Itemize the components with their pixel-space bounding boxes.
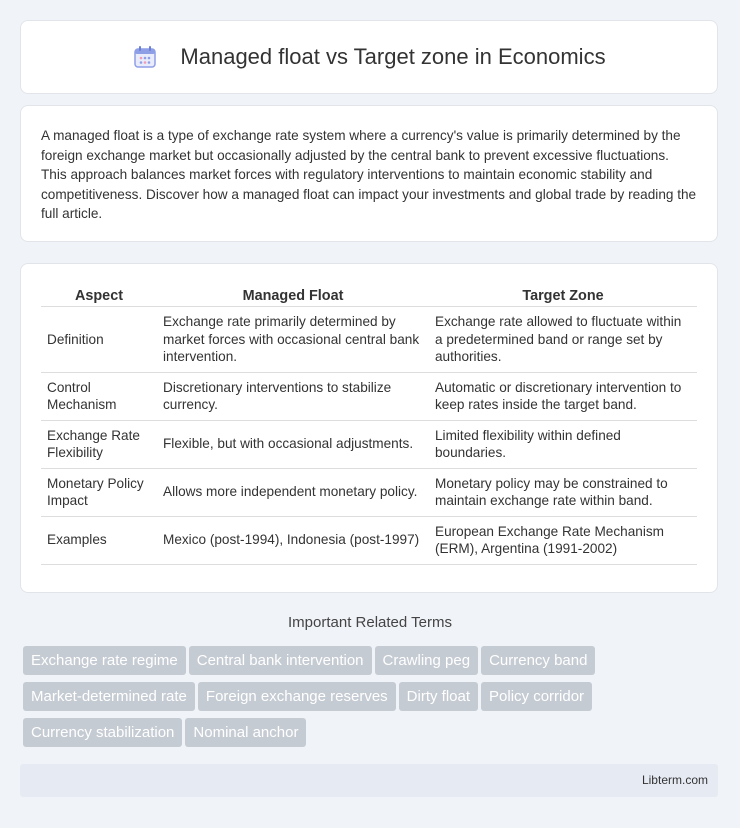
intro-text: A managed float is a type of exchange rate system where a currency's value is primarily determined by the foreign exchange market but occasionally adjusted by the central bank to prevent excessive fluctuations. This approach balances market forces with regulatory interventions to maintain economic stability and competitiveness. Discover how a managed float can impact your investments and global trade by reading the full article.: [41, 128, 697, 221]
related-term-tag[interactable]: Exchange rate regime: [23, 646, 186, 675]
calendar-icon: [132, 44, 158, 70]
related-term-tag[interactable]: Nominal anchor: [185, 718, 306, 747]
row-aspect: Examples: [41, 516, 157, 564]
header-managed-float: Managed Float: [157, 284, 429, 307]
related-term-tag[interactable]: Foreign exchange reserves: [198, 682, 396, 711]
related-term-tag[interactable]: Dirty float: [399, 682, 478, 711]
page-title: Managed float vs Target zone in Economics: [180, 44, 606, 69]
table-row: [41, 420, 697, 468]
table-row: [41, 516, 697, 564]
row-aspect: Exchange Rate Flexibility: [41, 420, 157, 468]
footer-site-link[interactable]: Libterm.com: [641, 773, 708, 787]
row-target-zone: Limited flexibility within defined boundaries.: [429, 420, 697, 468]
related-term-tag[interactable]: Policy corridor: [481, 682, 592, 711]
row-managed-float: Exchange rate primarily determined by market forces with occasional central bank intervention.: [157, 307, 429, 373]
comparison-table: [41, 284, 697, 565]
row-aspect: Definition: [41, 307, 157, 373]
row-managed-float: Mexico (post-1994), Indonesia (post-1997): [157, 516, 429, 564]
related-terms-title: Important Related Terms: [288, 614, 452, 631]
row-target-zone: Exchange rate allowed to fluctuate within a predetermined band or range set by authorities.: [429, 307, 697, 373]
related-term-tag[interactable]: Central bank intervention: [189, 646, 372, 675]
comparison-card: [20, 263, 718, 593]
related-term-tag[interactable]: Market-determined rate: [23, 682, 195, 711]
header-aspect: Aspect: [41, 284, 157, 307]
table-row: [41, 468, 697, 516]
row-managed-float: Allows more independent monetary policy.: [157, 468, 429, 516]
row-target-zone: Automatic or discretionary intervention to keep rates inside the target band.: [429, 372, 697, 420]
table-header-row: [41, 284, 697, 307]
related-terms-list: [23, 646, 723, 754]
related-term-tag[interactable]: Currency band: [481, 646, 595, 675]
row-aspect: Control Mechanism: [41, 372, 157, 420]
related-term-tag[interactable]: Crawling peg: [375, 646, 479, 675]
title-card: [20, 20, 718, 94]
table-row: [41, 307, 697, 373]
related-term-tag[interactable]: Currency stabilization: [23, 718, 182, 747]
row-aspect: Monetary Policy Impact: [41, 468, 157, 516]
row-target-zone: Monetary policy may be constrained to maintain exchange rate within band.: [429, 468, 697, 516]
header-target-zone: Target Zone: [429, 284, 697, 307]
row-target-zone: European Exchange Rate Mechanism (ERM), Argentina (1991-2002): [429, 516, 697, 564]
row-managed-float: Flexible, but with occasional adjustments.: [157, 420, 429, 468]
row-managed-float: Discretionary interventions to stabilize currency.: [157, 372, 429, 420]
table-row: [41, 372, 697, 420]
intro-card: [20, 105, 718, 242]
footer: [20, 764, 718, 797]
